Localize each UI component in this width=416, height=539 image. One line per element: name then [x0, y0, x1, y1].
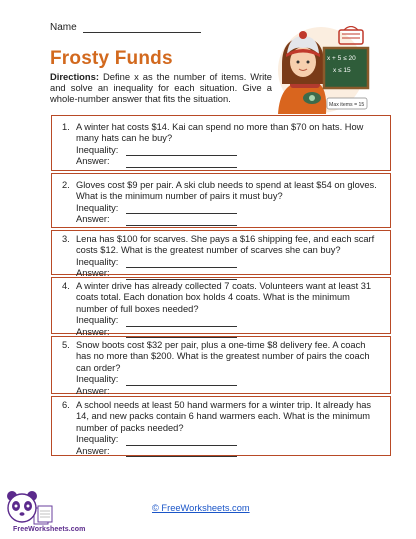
inequality-answer-line[interactable]: [126, 316, 237, 327]
answer-line[interactable]: [126, 215, 237, 226]
problem-card-3: [51, 230, 391, 279]
problem-text: A winter hat costs $14. Kai can spend no more than $70 on hats. How many hats can he buy?: [76, 122, 364, 144]
inequality-label: Inequality:: [76, 256, 119, 267]
problem-number: 4.: [62, 281, 70, 291]
answer-label: Answer:: [76, 156, 110, 167]
inequality-label: Inequality:: [76, 315, 119, 326]
problem-card-6: [51, 396, 391, 456]
problem-text: Gloves cost $9 per pair. A ski club needs to spend at least $54 on gloves. What is the minimum number of pairs it must buy?: [76, 180, 377, 202]
inequality-answer-line[interactable]: [126, 435, 237, 446]
directions-text: Define x as the number of items. Write and solve an inequality for each situation. Give a whole-number answer that fits the situation.: [50, 71, 272, 105]
directions-label: Directions:: [50, 71, 99, 82]
inequality-answer-line[interactable]: [126, 257, 237, 268]
problem-text: Snow boots cost $32 per pair, plus a one-time $8 delivery fee. A coach has no more than $200. What is the greatest number of pairs the coach can order?: [76, 340, 370, 373]
money-icon: [303, 92, 321, 104]
name-field: [50, 22, 201, 33]
inequality-label: Inequality:: [76, 202, 119, 213]
chalkboard: [324, 48, 368, 88]
copyright-link[interactable]: © FreeWorksheets.com: [152, 503, 250, 513]
problem-text: A school needs at least 50 hand warmers for a winter trip. It already has 14, and new packs contain 6 hand warmers each. What is the minimum number of packs needed?: [76, 400, 372, 433]
inequality-answer-line[interactable]: [126, 203, 237, 214]
name-line: [83, 23, 201, 33]
answer-line[interactable]: [126, 157, 237, 168]
inequality-label: Inequality:: [76, 144, 119, 155]
problem-number: 1.: [62, 122, 70, 132]
tag-text: Max items = 15: [329, 102, 365, 108]
answer-label: Answer:: [76, 385, 110, 396]
problem-text: Lena has $100 for scarves. She pays a $16 shipping fee, and each scarf costs $12. What is the greatest number of scarves she can buy?: [76, 234, 375, 256]
problem-number: 6.: [62, 400, 70, 410]
inequality-label: Inequality:: [76, 434, 119, 445]
board-line-2: x ≤ 15: [333, 67, 351, 74]
problem-number: 5.: [62, 340, 70, 350]
answer-label: Answer:: [76, 214, 110, 225]
inequality-label: Inequality:: [76, 374, 119, 385]
girl-with-board-illustration: [272, 26, 370, 114]
answer-label: Answer:: [76, 326, 110, 337]
page-title: Frosty Funds: [50, 48, 173, 69]
inequality-answer-line[interactable]: [126, 145, 237, 156]
problem-card-4: [51, 277, 391, 337]
problem-text: A winter drive has already collected 7 coats. Volunteers want at least 31 coats total. Each donation box holds 4 coats. What is the minimum number of full boxes needed?: [76, 281, 372, 314]
logo-text: FreeWorksheets.com: [13, 526, 86, 533]
answer-label: Answer:: [76, 268, 110, 279]
board-line-1: x + 5 ≤ 20: [327, 55, 356, 62]
answer-line[interactable]: [126, 446, 237, 457]
name-label: Name: [50, 22, 77, 33]
problem-number: 2.: [62, 180, 70, 190]
max-items-tag: [327, 98, 367, 109]
answer-label: Answer:: [76, 445, 110, 456]
problem-number: 3.: [62, 234, 70, 244]
directions: [50, 71, 272, 105]
problem-card-5: [51, 336, 391, 394]
problem-card-1: [51, 115, 391, 171]
problem-card-2: [51, 173, 391, 228]
inequality-answer-line[interactable]: [126, 375, 237, 386]
